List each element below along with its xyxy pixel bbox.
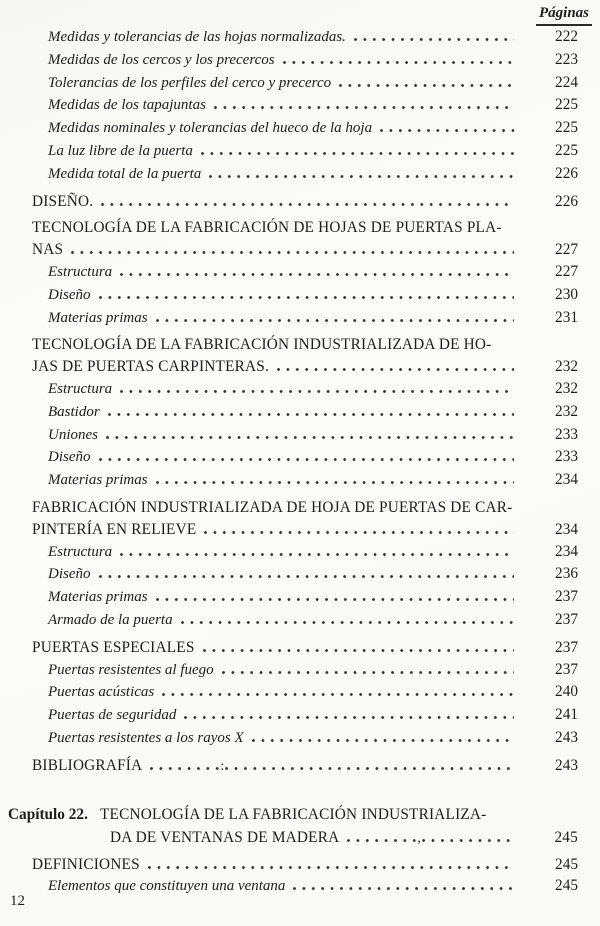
- toc-entry-wrapped-line: FABRICACIÓN INDUSTRIALIZADA DE HOJA DE PUERTAS DE CAR-: [32, 498, 513, 516]
- dot-leader: [252, 739, 514, 742]
- page-number: 234: [555, 542, 578, 560]
- page-number: 245: [555, 855, 578, 873]
- page-number: 227: [555, 262, 578, 280]
- toc-entry: [32, 681, 578, 704]
- toc-entry-label: Tolerancias de los perfiles del cerco y precerco: [48, 74, 332, 91]
- toc-entry-label: Materias primas: [48, 472, 148, 489]
- toc-entry: [32, 519, 578, 541]
- toc-entry-label: Bastidor: [48, 403, 100, 420]
- page-number: 243: [555, 756, 578, 774]
- dot-leader: [214, 106, 514, 109]
- chapter-entry: [8, 803, 578, 849]
- page-number: 232: [555, 379, 578, 397]
- page-number: 231: [555, 308, 578, 326]
- toc-entry: [32, 424, 578, 447]
- toc-entry-label: La luz libre de la puerta: [48, 142, 193, 159]
- toc-entry-label: Materias primas: [48, 589, 148, 606]
- page-number: 237: [555, 660, 578, 678]
- dot-leader: [293, 887, 514, 890]
- page-number: 234: [555, 520, 578, 538]
- toc-entry-label: BIBLIOGRAFÍA: [32, 756, 143, 774]
- toc-entry: [32, 875, 578, 898]
- toc-entry: [32, 26, 578, 49]
- toc-entry-label: Puertas acústicas: [48, 684, 155, 701]
- dot-leader: [120, 390, 514, 393]
- dot-leader: [101, 203, 514, 206]
- page-number: 236: [555, 565, 578, 583]
- toc-entry: [32, 469, 578, 492]
- toc-entry: [32, 284, 578, 307]
- toc-entry-label: Diseño: [48, 286, 91, 303]
- dot-leader: [99, 458, 515, 461]
- toc-entry-label: Puertas de seguridad: [48, 707, 177, 724]
- toc-entry: [32, 637, 578, 659]
- toc-entry-label: DEFINICIONES: [32, 855, 140, 873]
- dot-leader: [156, 481, 514, 484]
- page-number: 241: [555, 706, 578, 724]
- page-number: 223: [555, 50, 578, 68]
- toc-entry-label: Medida total de la puerta: [48, 165, 202, 182]
- toc-entry-label: Diseño: [48, 566, 91, 583]
- pages-column-header: [536, 5, 592, 26]
- toc-entry-label: Medidas de los tapajuntas: [48, 97, 206, 114]
- page-number: 232: [555, 358, 578, 376]
- toc-entry: [32, 94, 578, 117]
- toc-entry-label: Armado de la puerta: [48, 611, 173, 628]
- toc-entry: [32, 239, 578, 261]
- toc-entry-label: PUERTAS ESPECIALES: [32, 638, 195, 656]
- toc-entry-label: JAS DE PUERTAS CARPINTERAS.: [32, 358, 269, 376]
- page-number: 225: [555, 96, 578, 114]
- page-footer-number: 12: [10, 893, 25, 909]
- toc-entry-label: Puertas resistentes al fuego: [48, 661, 214, 678]
- toc-entry-wrapped-line: TECNOLOGÍA DE LA FABRICACIÓN DE HOJAS DE PUERTAS PLA-: [32, 219, 502, 237]
- dot-leader: [106, 436, 514, 439]
- leader-mark: ,: [417, 830, 422, 846]
- toc-entry-label: Medidas y tolerancias de las hojas normalizadas.: [48, 29, 346, 45]
- toc-entry: [32, 609, 578, 632]
- dot-leader: [99, 575, 515, 578]
- toc-entry: [32, 72, 578, 95]
- toc-entry-label: Medidas de los cercos y los precercos: [48, 51, 275, 68]
- chapter-title-line2: [100, 826, 578, 849]
- dot-leader: [222, 671, 514, 674]
- chapter-title: [100, 803, 578, 849]
- dot-leader: [99, 296, 515, 299]
- toc-entry-wrapped-line: TECNOLOGÍA DE LA FABRICACIÓN INDUSTRIALIZADA DE HO-: [32, 336, 492, 354]
- toc-entry-label: Materias primas: [48, 309, 148, 326]
- page-number: 232: [555, 402, 578, 420]
- toc-entry-label: Puertas resistentes a los rayos X: [48, 729, 244, 746]
- toc-entry: [32, 541, 578, 564]
- dot-leader: [204, 531, 514, 534]
- toc-entry: [32, 117, 578, 140]
- dot-leader: [203, 649, 514, 652]
- page-number: 245: [555, 877, 578, 895]
- pages-column-header-label: Páginas: [536, 5, 592, 26]
- toc-list: [8, 26, 578, 898]
- toc-entry: [32, 356, 578, 378]
- toc-entry: [32, 727, 578, 750]
- toc-entry: [32, 704, 578, 727]
- dot-leader: [156, 319, 514, 322]
- dot-leader: [148, 866, 514, 869]
- page-number: 245: [554, 828, 578, 846]
- page-number: 226: [555, 164, 578, 182]
- dot-leader: [380, 129, 514, 132]
- toc-entry: [32, 401, 578, 424]
- toc-entry-label: Diseño: [48, 449, 91, 466]
- dot-leader: [184, 716, 514, 719]
- dot-leader: [283, 61, 514, 64]
- toc-entry-label: NAS: [32, 241, 64, 259]
- page-number: 230: [555, 285, 578, 303]
- toc-entry: [32, 586, 578, 609]
- toc-entry: [32, 755, 578, 777]
- dot-leader: [156, 598, 514, 601]
- chapter-title-line2-text: DA DE VENTANAS DE MADERA: [110, 828, 340, 846]
- toc-entry: [32, 378, 578, 401]
- toc-entry: [32, 659, 578, 682]
- chapter-title-line1: TECNOLOGÍA DE LA FABRICACIÓN INDUSTRIALIZA-: [100, 805, 487, 823]
- dot-leader: [347, 830, 514, 846]
- toc-entry: [32, 261, 578, 284]
- dot-leader: [162, 693, 514, 696]
- toc-entry-label: Estructura: [48, 380, 113, 397]
- dot-leader: [339, 84, 514, 87]
- dot-leader: [108, 413, 514, 416]
- toc-entry: [32, 854, 578, 876]
- page-number: 237: [555, 610, 578, 628]
- dot-leader: [120, 273, 514, 276]
- dot-leader: [209, 175, 514, 178]
- dot-leader: [201, 152, 514, 155]
- toc-entry: [32, 563, 578, 586]
- dot-leader: [71, 251, 514, 254]
- chapter-number-label: Capítulo 22.: [8, 805, 88, 823]
- toc-entry: [32, 140, 578, 163]
- toc-entry: [32, 191, 578, 213]
- toc-entry-label: Estructura: [48, 263, 113, 280]
- toc-entry-label: DISEÑO.: [32, 192, 94, 210]
- page-number: 226: [555, 192, 578, 210]
- toc-entry: [32, 446, 578, 469]
- dot-leader: [120, 553, 514, 556]
- toc-entry-label: PINTERÍA EN RELIEVE: [32, 520, 197, 538]
- page-number: 233: [555, 448, 578, 466]
- dot-leader: [181, 621, 514, 624]
- page-number: 237: [555, 638, 578, 656]
- toc-entry-label: Estructura: [48, 543, 113, 560]
- page-number: 234: [555, 471, 578, 489]
- toc-entry-label: Medidas nominales y tolerancias del hueco de la hoja: [48, 120, 373, 137]
- dot-leader: [150, 758, 514, 774]
- page-number: 237: [555, 588, 578, 606]
- page-number: 225: [555, 119, 578, 137]
- dot-leader: [354, 38, 514, 41]
- page-number: 222: [555, 28, 578, 45]
- leader-mark: :: [220, 758, 225, 774]
- toc-entry: [32, 49, 578, 72]
- toc-entry-label: Uniones: [48, 426, 98, 443]
- toc-entry: [32, 163, 578, 186]
- toc-entry: [32, 307, 578, 330]
- page-number: 243: [555, 728, 578, 746]
- page-number: 224: [555, 73, 578, 91]
- page-number: 227: [555, 241, 578, 259]
- page-number: 233: [555, 425, 578, 443]
- page-number: 240: [555, 683, 578, 701]
- dot-leader: [277, 368, 514, 371]
- toc-entry-label: Elementos que constituyen una ventana: [48, 878, 286, 895]
- page-number: 225: [555, 141, 578, 159]
